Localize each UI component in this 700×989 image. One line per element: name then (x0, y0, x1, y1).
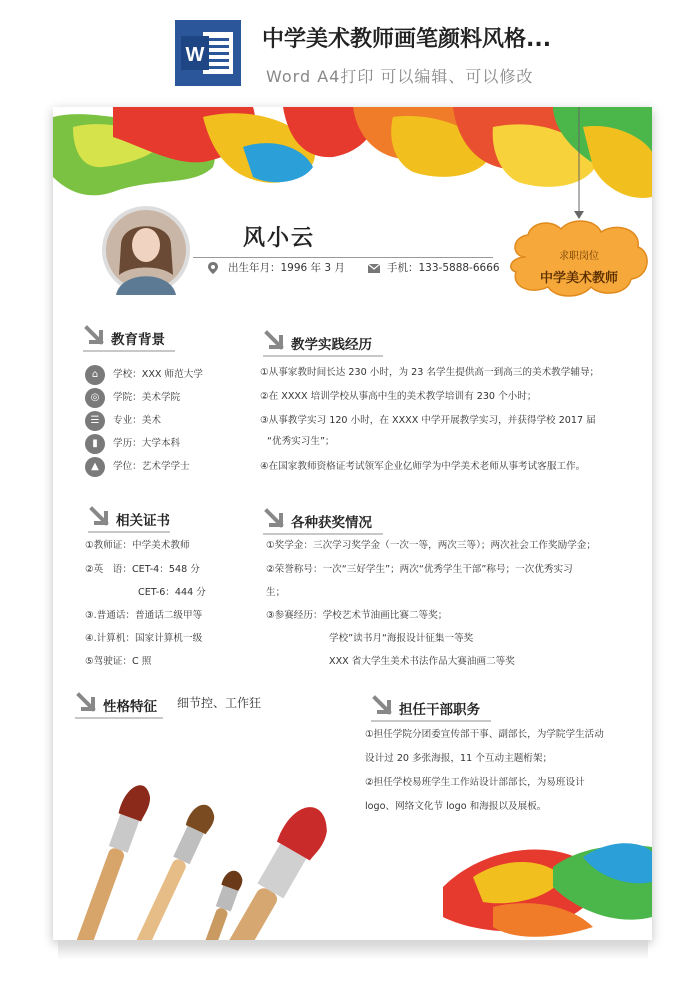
personality-heading: 性格特征 (75, 691, 195, 721)
education-major: 专业：美术 (113, 415, 161, 426)
practice-line-1: ①从事家教时间长达 230 小时，为 23 名学生提供高一到高三的美术教学辅导； (260, 367, 600, 378)
practice-line-4: “优秀实习生”； (267, 436, 335, 447)
birth-date: 出生年月：1996 年 3 月 (228, 262, 345, 274)
arrow-icon (263, 507, 289, 533)
education-heading: 教育背景 (83, 324, 223, 354)
education-school: 学校：XXX 师范大学 (113, 369, 203, 380)
award-honors: ②荣誉称号：一次“三好学生”；两次“优秀学生干部”称号；一次优秀实习 (266, 564, 573, 575)
certificate-teacher: ①教师证：中学美术教师 (85, 540, 190, 551)
certificate-cet6: CET-6：444 分 (138, 587, 206, 598)
document-subtitle: Word A4打印 可以编辑、可以修改 (266, 67, 534, 86)
location-icon (206, 261, 220, 275)
certificate-computer: ④.计算机：国家计算机一级 (85, 633, 203, 644)
certificate-mandarin: ③.普通话：普通话二级甲等 (85, 610, 203, 621)
resume-page (53, 107, 652, 940)
book-icon: ▮ (85, 434, 105, 454)
avatar (101, 205, 191, 295)
college-icon: ◎ (85, 388, 105, 408)
arrow-icon (263, 329, 289, 355)
arrow-icon (75, 691, 101, 717)
cadre-line-3: ②担任学校易班学生工作站设计部部长，为易班设计 (365, 777, 585, 788)
cadre-line-4: logo、网络文化节 logo 和海报以及展板。 (365, 801, 547, 812)
education-degree-level: 学历：大学本科 (113, 438, 181, 449)
cadre-line-2: 设计过 20 多张海报，11 个互动主题桁架； (365, 753, 553, 764)
certificates-heading: 相关证书 (88, 505, 208, 535)
document-title: 中学美术教师画笔颜料风格... (262, 27, 552, 52)
education-degree: 学位：艺术学学士 (113, 461, 190, 472)
word-icon (175, 20, 241, 86)
arrow-icon (88, 505, 114, 531)
practice-line-5: ④在国家教师资格证考试领军企业亿师学为中学美术老师从事考试客服工作。 (260, 461, 586, 472)
paint-strokes-top (53, 107, 652, 217)
page-shadow (58, 940, 648, 960)
education-college: 学院：美术学院 (113, 392, 181, 403)
award-competition-3: XXX 省大学生美术书法作品大赛油画二等奖 (329, 656, 515, 667)
personality-text: 细节控、工作狂 (177, 696, 262, 710)
svg-text:W: W (185, 44, 205, 66)
award-honors-cont: 生； (266, 587, 286, 598)
certificate-driving: ⑤驾驶证：C 照 (85, 656, 152, 667)
arrow-icon (83, 324, 109, 350)
award-competition-1: ③参赛经历：学校艺术节油画比赛二等奖； (266, 610, 448, 621)
job-position: 中学美术教师 (539, 271, 618, 286)
major-icon: ☰ (85, 411, 105, 431)
award-competition-2: 学校”读书月“海报设计征集一等奖 (329, 633, 474, 644)
document-header (0, 0, 700, 100)
school-icon: ⌂ (85, 365, 105, 385)
cap-icon: ▲ (85, 457, 105, 477)
paint-brushes-illustration (53, 717, 652, 940)
job-label: 求职岗位 (559, 251, 599, 262)
practice-line-3: ③从事教学实习 120 小时，在 XXXX 中学开展教学实习，并获得学校 2017 届 (260, 415, 596, 426)
award-scholarship: ①奖学金：三次学习奖学金（一次一等，两次三等）；两次社会工作奖励学金； (266, 540, 596, 551)
awards-heading: 各种获奖情况 (263, 507, 443, 537)
candidate-name: 风小云 (243, 226, 316, 251)
hanging-string (569, 107, 589, 227)
phone-number: 手机：133-5888-6666 (387, 262, 500, 274)
practice-line-2: ②在 XXXX 培训学校从事高中生的美术教学培训有 230 个小时； (260, 391, 537, 402)
cadre-line-1: ①担任学院分团委宣传部干事、副部长，为学院学生活动 (365, 729, 604, 740)
mail-icon (367, 261, 381, 275)
name-divider (193, 257, 493, 258)
certificate-cet4: ②英 语：CET-4：548 分 (85, 564, 200, 575)
practice-heading: 教学实践经历 (263, 329, 443, 359)
cadre-heading: 担任干部职务 (371, 694, 531, 724)
